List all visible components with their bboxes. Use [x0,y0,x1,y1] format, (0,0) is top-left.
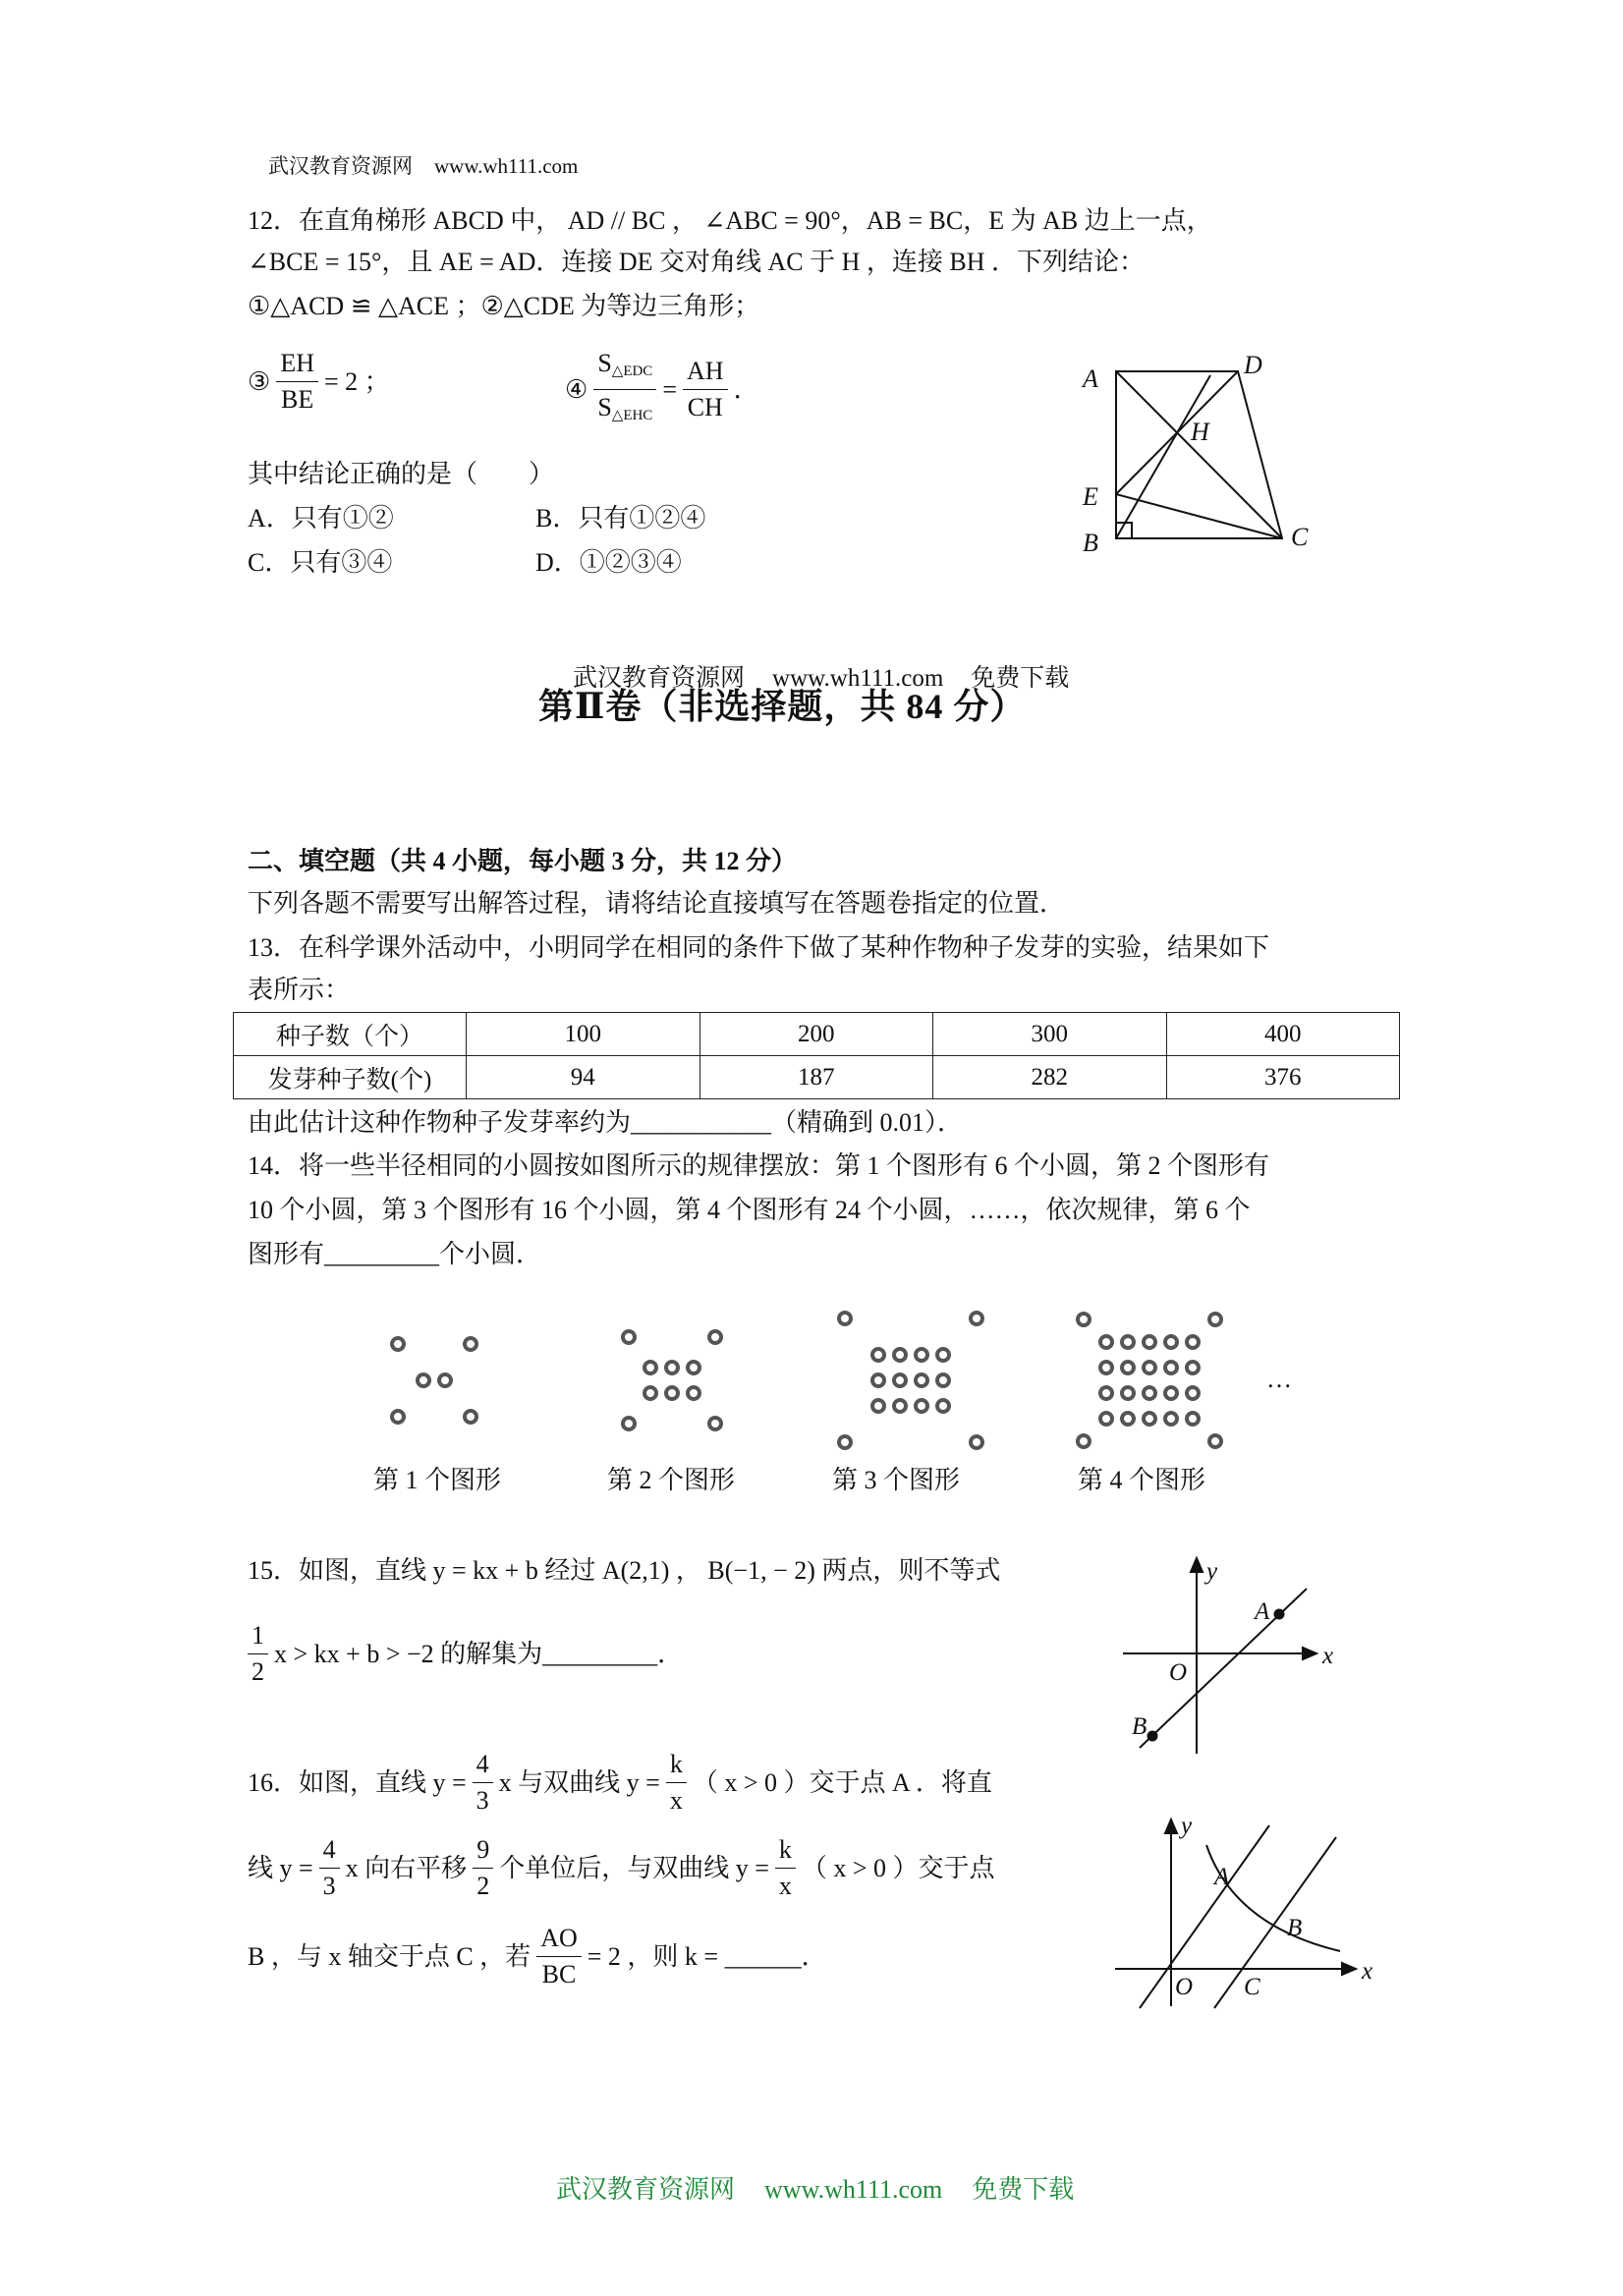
point-label-b: B [1132,1713,1147,1740]
table-cell: 400 [1166,1013,1400,1056]
inner-circle [1122,1362,1134,1373]
table-cell: 187 [700,1056,933,1099]
inner-circle [644,1387,656,1399]
table-cell: 100 [467,1013,700,1056]
line-y-kx-b [1140,1589,1307,1748]
q15-graph [1123,1558,1316,1754]
inner-circle [1165,1413,1177,1425]
numerator: k [775,1832,796,1869]
text-segment: x 向右平移 [345,1853,468,1882]
q15-line-2-text: x > kx + b > −2 的解集为_________． [274,1639,684,1668]
watermark-free: 免费下载 [971,665,1070,692]
denominator: x [778,1872,792,1900]
corner-circle [709,1331,721,1343]
q12-figure-labels [1081,351,1309,557]
conclusion-rest: = 2 ； [323,366,390,396]
point-label-a: A [1214,1864,1230,1890]
table-cell: 200 [700,1013,933,1056]
label-a: A [1083,364,1098,393]
denominator: BC [541,1960,577,1988]
corner-circle [1078,1314,1090,1325]
point-b [1148,1732,1157,1741]
denominator: 3 [322,1872,336,1900]
inner-circle [916,1374,927,1386]
inner-circle [894,1349,906,1361]
seed-table [233,1012,1400,1099]
point-label-c: C [1244,1974,1260,2000]
denominator: x [669,1786,683,1815]
table-cell: 282 [933,1056,1167,1099]
inner-circle [1144,1362,1155,1373]
fraction [473,1747,493,1819]
numerator: AH [683,354,728,390]
q12-line-2: ∠BCE = 15°，且 AE = AD．连接 DE 交对角线 AC 于 H ，连接 BH ．下列结论： [248,248,1146,276]
fraction [775,1832,796,1904]
footer-site: 武汉教育资源网 [556,2175,736,2204]
right-angle-mark [1116,523,1132,538]
q16-graph [1115,1820,1356,2008]
denominator: 2 [476,1872,490,1900]
subscript: △EHC [611,408,653,423]
option-d: D．①②③④ [535,548,682,577]
numerator: 9 [473,1832,493,1869]
area-symbol: S [597,349,612,377]
table-row [234,1013,1400,1056]
label-c: C [1291,523,1309,551]
corner-circle [623,1418,635,1429]
q12-trapezoid-figure [1116,371,1282,538]
segment-de [1116,371,1238,494]
inner-circle [666,1387,678,1399]
q14-line-1: 14．将一些半径相同的小圆按如图所示的规律摆放：第 1 个图形有 6 个小圆，第 2 个图形有 [248,1151,1270,1180]
text-segment: 个单位后，与双曲线 y = [499,1853,769,1882]
line-through-origin [1140,1825,1269,2008]
inner-circle [1122,1387,1134,1399]
q15-line-2 [248,1618,683,1690]
corner-circle [392,1411,404,1423]
inner-circle [1187,1387,1199,1399]
inner-circle [937,1349,949,1361]
y-axis-arrow [1165,1820,1177,1833]
corner-circle [623,1331,635,1343]
q13-line-2: 表所示： [248,976,351,1004]
fraction [536,1921,582,1992]
footer-watermark [531,2140,1074,2240]
origin-label: O [1169,1659,1188,1686]
inner-circle [688,1362,700,1373]
inner-circle [937,1374,949,1386]
option-a: A．只有①② [248,504,394,532]
denominator: BE [281,385,314,414]
q14-circle-figures [392,1313,1221,1448]
numerator: k [666,1747,687,1783]
text-segment: B ，与 x 轴交于点 C ，若 [248,1941,532,1971]
figure-label: 第 1 个图形 [372,1466,502,1494]
label-h: H [1191,418,1209,446]
row-label: 种子数（个） [234,1013,467,1056]
numerator: 1 [248,1618,268,1654]
hyperbola [1206,1845,1340,1951]
conclusion-mark: ③ [248,366,271,396]
option-c: C．只有③④ [248,548,393,577]
point-a [1275,1610,1284,1619]
text-segment: x 与双曲线 y = [498,1767,660,1797]
inner-circle [1144,1336,1155,1348]
inner-circle [937,1400,949,1412]
denominator: 2 [252,1657,264,1686]
corner-circle [1209,1314,1221,1325]
q15-line-1: 15．如图，直线 y = kx + b 经过 A(2,1) ， B(−1, − 2) 两点，则不等式 [248,1556,1001,1585]
inner-circle [1100,1413,1112,1425]
origin-label: O [1175,1974,1194,2000]
table-cell: 300 [933,1013,1167,1056]
axis-label-y: y [1181,1813,1193,1839]
equals-sign: = [662,374,677,404]
inner-circle [1187,1336,1199,1348]
corner-circle [971,1313,982,1324]
table-cell: 94 [467,1056,700,1099]
inner-circle [1100,1387,1112,1399]
part2-title: 第Ⅱ卷（非选择题，共 84 分） [538,687,1027,726]
point-label-b: B [1287,1915,1303,1941]
denominator: CH [687,393,723,421]
corner-circle [1209,1435,1221,1447]
corner-circle [839,1313,851,1324]
inner-circle [1187,1362,1199,1373]
q16-line-3 [248,1921,827,1992]
section-title: 二、填空题（共 4 小题，每小题 3 分，共 12 分） [248,847,798,875]
corner-circle [465,1411,476,1423]
inner-circle [872,1400,884,1412]
corner-circle [1078,1435,1090,1447]
inner-circle [418,1374,429,1386]
text-segment: 16．如图，直线 y = [248,1767,467,1797]
axis-label-x: x [1362,1958,1373,1985]
q14-figure-labels [373,1365,1292,1494]
conclusion-rest: ． [733,374,759,404]
shifted-line [1214,1837,1336,2008]
page-header [248,116,578,216]
segment-ec [1116,494,1282,538]
figure-label: 第 4 个图形 [1077,1466,1206,1494]
inner-circle [666,1362,678,1373]
fraction [683,354,728,425]
inner-circle [439,1374,451,1386]
q13-answer-line: 由此估计这种作物种子发芽率约为___________（精确到 0.01）． [248,1108,964,1137]
label-b: B [1083,529,1098,557]
table-row [234,1056,1400,1099]
y-axis-arrow [1191,1558,1203,1572]
inner-circle [1187,1413,1199,1425]
section-instruction: 下列各题不需要写出解答过程，请将结论直接填写在答题卷指定的位置． [248,889,1066,918]
numerator: AO [536,1921,582,1957]
footer-url: www.wh111.com [764,2175,943,2204]
header-url: www.wh111.com [434,154,579,178]
figure-label: 第 2 个图形 [606,1466,736,1494]
corner-circle [709,1418,721,1429]
numerator: 4 [319,1832,340,1869]
table-cell: 376 [1166,1056,1400,1099]
denominator [593,390,656,433]
subscript: △EDC [611,364,653,379]
fraction [319,1832,340,1904]
fraction [473,1832,493,1904]
label-d: D [1244,351,1262,379]
inner-circle [1165,1387,1177,1399]
inner-circle [688,1387,700,1399]
inner-circle [894,1374,906,1386]
conclusion-mark: ④ [565,374,588,404]
corner-circle [465,1338,476,1350]
inner-circle [1100,1362,1112,1373]
q12-conclusion-3 [248,346,390,418]
inner-circle [872,1349,884,1361]
inner-circle [644,1362,656,1373]
footer-free: 免费下载 [972,2175,1075,2204]
inner-circle [894,1400,906,1412]
q15-graph-labels [1132,1558,1333,1740]
text-segment: （ x > 0 ）交于点 A ．将直 [692,1767,992,1797]
axis-label-x: x [1322,1643,1334,1669]
inner-circle [1165,1336,1177,1348]
axis-label-y: y [1206,1558,1218,1585]
option-b: B．只有①②④ [535,504,706,532]
header-site: 武汉教育资源网 [268,154,413,178]
numerator: EH [276,346,318,382]
text-segment: 线 y = [248,1853,313,1882]
inner-circle [1165,1362,1177,1373]
inner-circle [872,1374,884,1386]
text-segment: = 2 ，则 k = ______． [587,1941,827,1971]
numerator: 4 [473,1747,493,1783]
point-label-a: A [1255,1598,1270,1625]
inner-circle [1122,1336,1134,1348]
q12-line-3: ①△ACD ≌ △ACE ；②△CDE 为等边三角形； [248,292,760,320]
numerator [593,346,656,390]
fraction [276,346,318,418]
q16-line-1 [248,1747,992,1819]
watermark-url: www.wh111.com [772,665,944,692]
diagonal-ac [1116,371,1282,538]
q14-line-3: 图形有_________个小圆． [248,1240,542,1268]
ellipsis: … [1266,1365,1292,1393]
inner-circle [916,1400,927,1412]
fraction [248,1618,268,1690]
inner-circle [916,1349,927,1361]
q12-line-1: 12．在直角梯形 ABCD 中， AD // BC ， ∠ABC = 90°，AB = BC，E 为 AB 边上一点， [248,206,1212,235]
segment-bh [1116,375,1210,538]
denominator: 3 [476,1786,489,1815]
text-segment: （ x > 0 ）交于点 [801,1853,995,1882]
inner-circle [1144,1413,1155,1425]
q12-conclusion-4 [565,346,759,433]
inner-circle [1122,1413,1134,1425]
corner-circle [971,1436,982,1448]
inner-circle [1144,1387,1155,1399]
fraction [593,346,656,433]
row-label: 发芽种子数(个) [234,1056,467,1099]
area-symbol: S [597,393,612,421]
q13-line-1: 13．在科学课外活动中，小明同学在相同的条件下做了某种作物种子发芽的实验，结果如下 [248,933,1270,962]
trapezoid-abcd [1116,371,1282,538]
q14-line-2: 10 个小圆，第 3 个图形有 16 个小圆，第 4 个图形有 24 个小圆，……，依次规律，第 6 个 [248,1196,1251,1224]
corner-circle [839,1436,851,1448]
x-axis-arrow [1303,1648,1316,1659]
corner-circle [392,1338,404,1350]
q16-line-2 [248,1832,995,1904]
q16-graph-labels [1175,1813,1372,2000]
x-axis-arrow [1342,1963,1356,1975]
label-e: E [1083,482,1098,511]
figure-label: 第 3 个图形 [831,1466,961,1494]
watermark-site: 武汉教育资源网 [573,665,746,692]
fraction [666,1747,687,1819]
q12-prompt: 其中结论正确的是（ ） [248,460,555,488]
inner-circle [1100,1336,1112,1348]
